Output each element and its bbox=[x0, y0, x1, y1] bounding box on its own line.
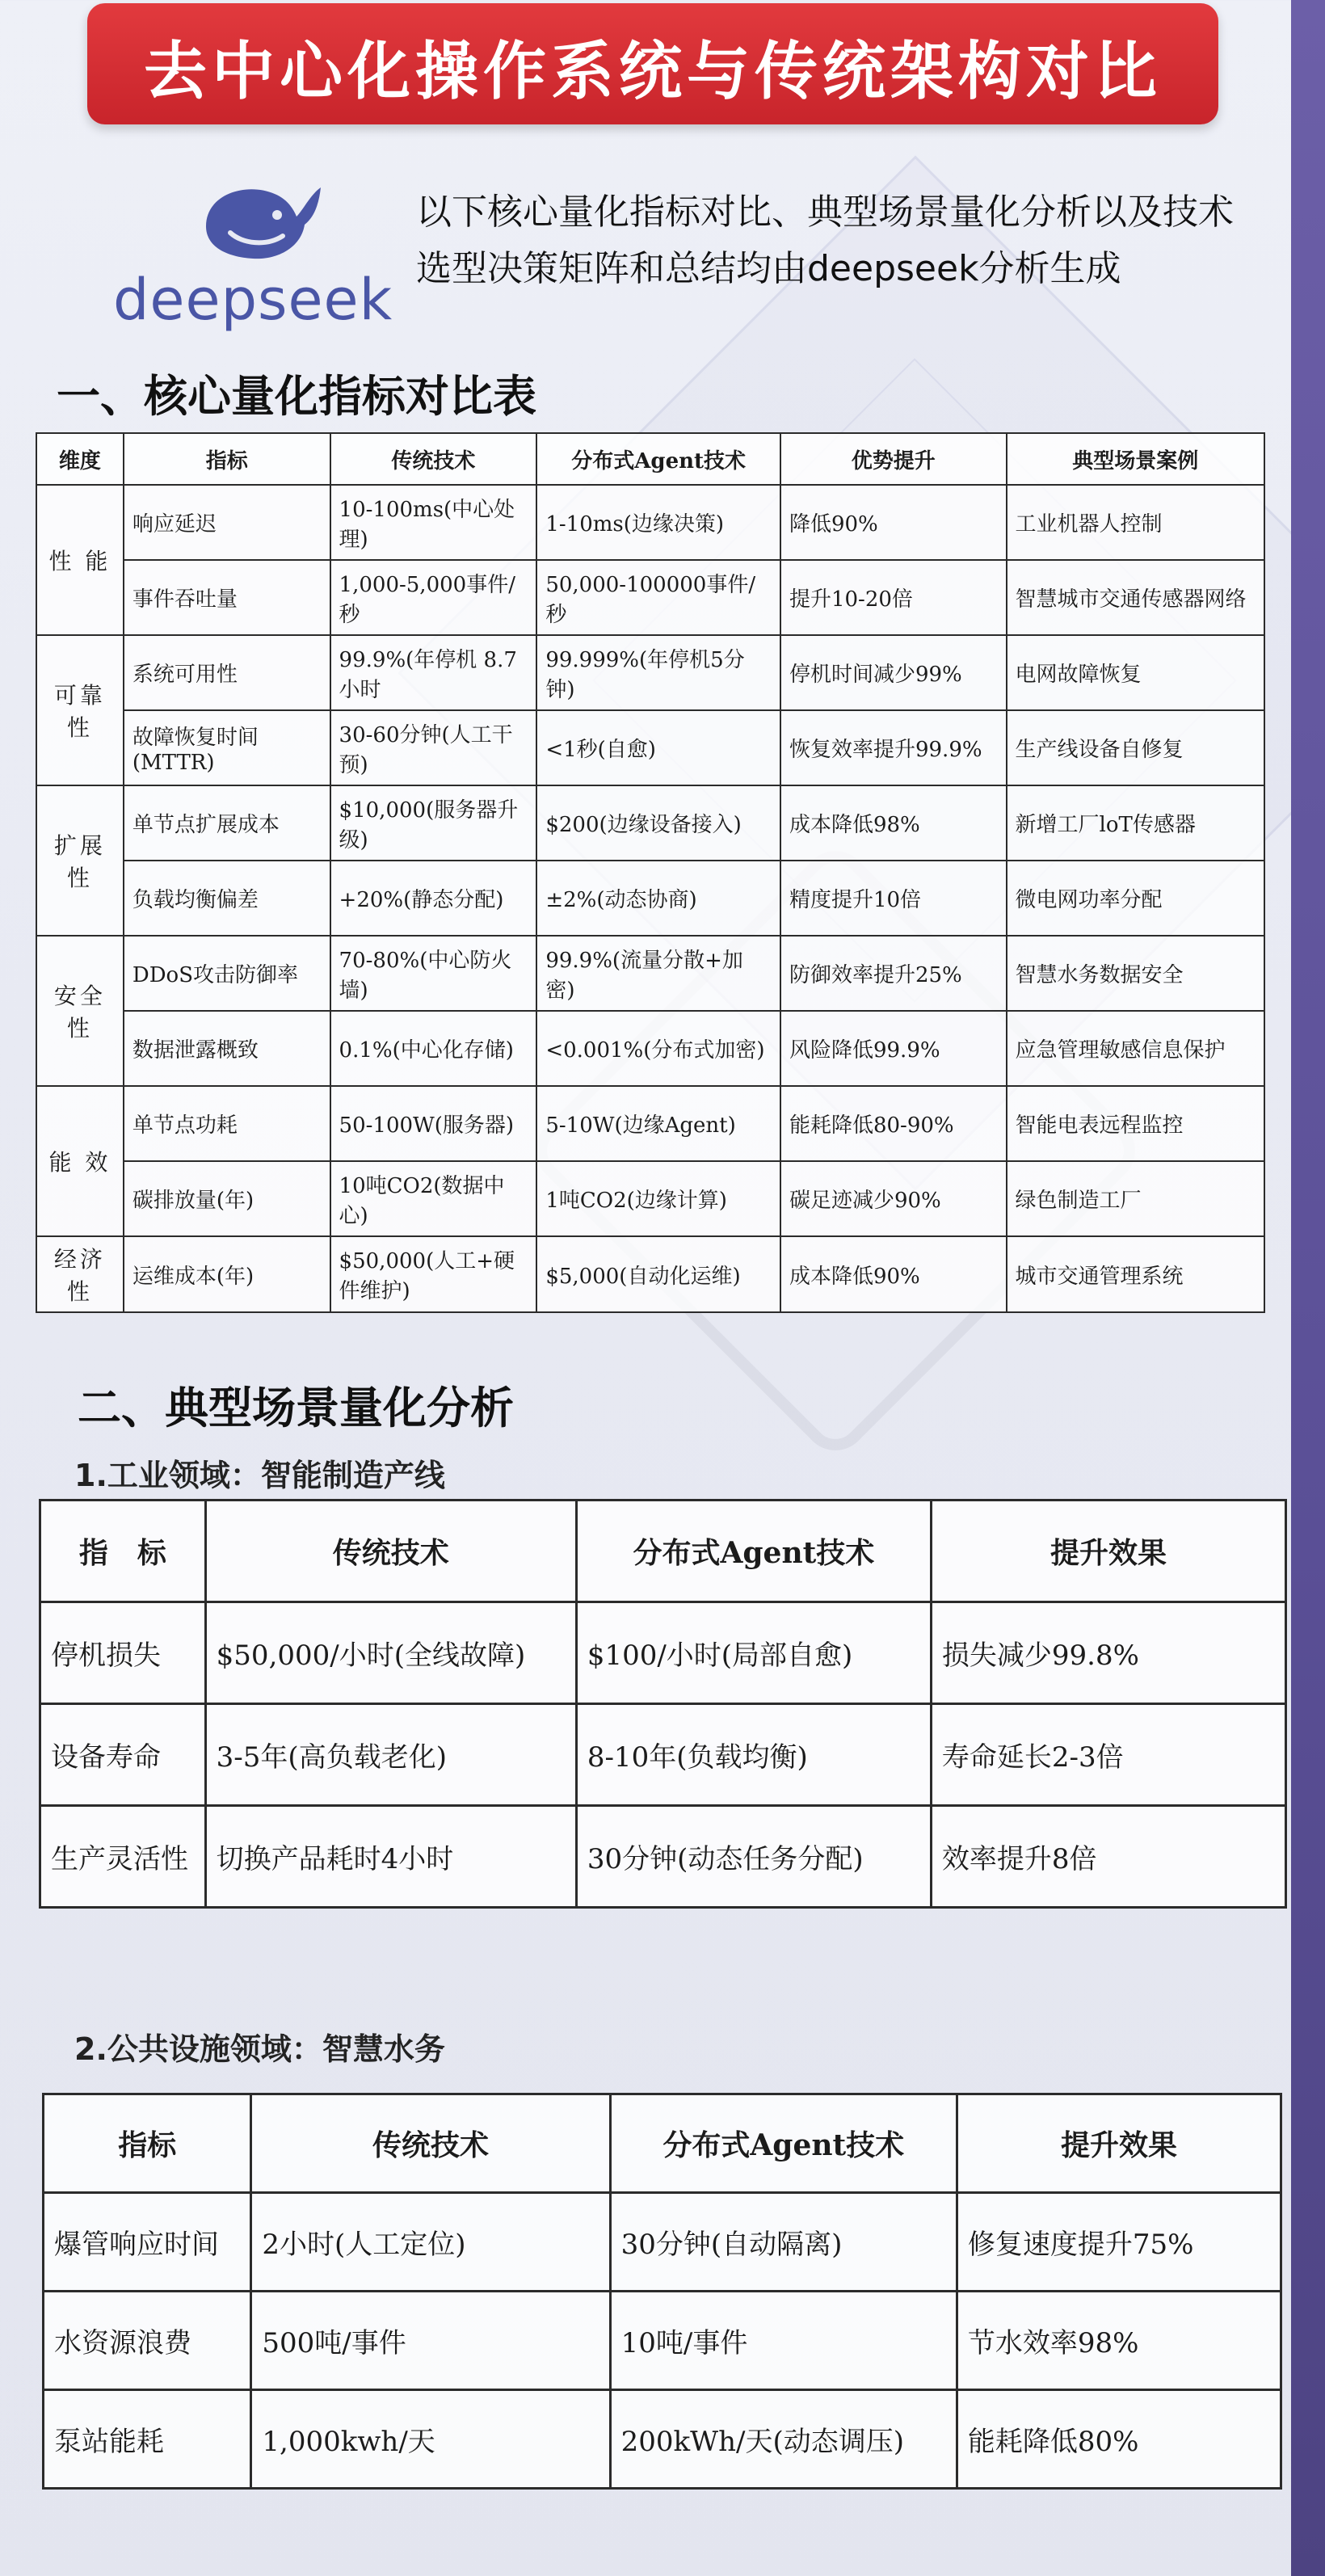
metric-cell: 事件吞吐量 bbox=[124, 560, 330, 635]
metric-cell: 单节点扩展成本 bbox=[124, 785, 330, 861]
improvement-cell: 停机时间减少99% bbox=[780, 635, 1007, 710]
metric-cell: 爆管响应时间 bbox=[44, 2193, 251, 2292]
header-cell: 指 标 bbox=[40, 1501, 206, 1602]
traditional-cell: +20%(静态分配) bbox=[330, 861, 537, 936]
agent-cell: <0.001%(分布式加密) bbox=[536, 1011, 780, 1086]
table-row bbox=[44, 2193, 1281, 2292]
improvement-cell: 能耗降低80-90% bbox=[780, 1086, 1007, 1161]
dimension-cell: 安全性 bbox=[36, 936, 124, 1086]
water-utility-table bbox=[42, 2093, 1282, 2490]
table-row bbox=[44, 2390, 1281, 2489]
table-row bbox=[36, 1161, 1264, 1236]
right-edge-strip bbox=[1291, 0, 1325, 2576]
agent-cell: $100/小时(局部自愈) bbox=[576, 1602, 931, 1704]
improvement-cell: 成本降低98% bbox=[780, 785, 1007, 861]
improvement-cell: 能耗降低80% bbox=[957, 2390, 1281, 2489]
improvement-cell: 精度提升10倍 bbox=[780, 861, 1007, 936]
dimension-cell: 经济性 bbox=[36, 1236, 124, 1312]
metric-cell: 系统可用性 bbox=[124, 635, 330, 710]
metric-cell: 停机损失 bbox=[40, 1602, 206, 1704]
traditional-cell: $50,000/小时(全线故障) bbox=[205, 1602, 576, 1704]
improvement-cell: 风险降低99.9% bbox=[780, 1011, 1007, 1086]
improvement-cell: 恢复效率提升99.9% bbox=[780, 710, 1007, 785]
agent-cell: 99.9%(流量分散+加密) bbox=[536, 936, 780, 1011]
logo-wordmark: deepseek bbox=[113, 267, 393, 333]
core-metrics-table bbox=[36, 432, 1265, 1313]
agent-cell: 50,000-100000事件/秒 bbox=[536, 560, 780, 635]
dimension-cell: 能 效 bbox=[36, 1086, 124, 1236]
manufacturing-table bbox=[39, 1499, 1287, 1909]
agent-cell: 200kWh/天(动态调压) bbox=[610, 2390, 957, 2489]
header-cell: 指标 bbox=[44, 2094, 251, 2193]
metric-cell: 泵站能耗 bbox=[44, 2390, 251, 2489]
agent-cell: ±2%(动态协商) bbox=[536, 861, 780, 936]
section1-title: 一、核心量化指标对比表 bbox=[57, 371, 536, 422]
deepseek-logo bbox=[113, 170, 404, 331]
agent-cell: $5,000(自动化运维) bbox=[536, 1236, 780, 1312]
sub1-title: 1.工业领域：智能制造产线 bbox=[74, 1458, 445, 1493]
traditional-cell: $10,000(服务器升级) bbox=[330, 785, 537, 861]
improvement-cell: 寿命延长2-3倍 bbox=[931, 1704, 1285, 1806]
agent-cell: <1秒(自愈) bbox=[536, 710, 780, 785]
case-cell: 应急管理敏感信息保护 bbox=[1007, 1011, 1264, 1086]
dimension-cell: 可靠性 bbox=[36, 635, 124, 785]
header-cell: 维度 bbox=[36, 433, 124, 485]
metric-cell: 水资源浪费 bbox=[44, 2292, 251, 2390]
agent-cell: 1-10ms(边缘决策) bbox=[536, 485, 780, 560]
case-cell: 微电网功率分配 bbox=[1007, 861, 1264, 936]
case-cell: 智慧城市交通传感器网络 bbox=[1007, 560, 1264, 635]
improvement-cell: 损失减少99.8% bbox=[931, 1602, 1285, 1704]
improvement-cell: 防御效率提升25% bbox=[780, 936, 1007, 1011]
table-header-row bbox=[36, 433, 1264, 485]
case-cell: 城市交通管理系统 bbox=[1007, 1236, 1264, 1312]
header-cell: 传统技术 bbox=[330, 433, 537, 485]
traditional-cell: 切换产品耗时4小时 bbox=[205, 1806, 576, 1908]
case-cell: 新增工厂loT传感器 bbox=[1007, 785, 1264, 861]
metric-cell: DDoS攻击防御率 bbox=[124, 936, 330, 1011]
agent-cell: 99.999%(年停机5分钟) bbox=[536, 635, 780, 710]
traditional-cell: 1,000-5,000事件/秒 bbox=[330, 560, 537, 635]
header-cell: 提升效果 bbox=[957, 2094, 1281, 2193]
whale-icon bbox=[198, 170, 327, 267]
table-row bbox=[36, 785, 1264, 861]
case-cell: 电网故障恢复 bbox=[1007, 635, 1264, 710]
title-banner bbox=[87, 3, 1218, 124]
agent-cell: $200(边缘设备接入) bbox=[536, 785, 780, 861]
header-cell: 传统技术 bbox=[205, 1501, 576, 1602]
improvement-cell: 提升10-20倍 bbox=[780, 560, 1007, 635]
header-cell: 提升效果 bbox=[931, 1501, 1285, 1602]
traditional-cell: 70-80%(中心防火墙) bbox=[330, 936, 537, 1011]
table-row bbox=[36, 936, 1264, 1011]
header-cell: 分布式Agent技术 bbox=[610, 2094, 957, 2193]
improvement-cell: 修复速度提升75% bbox=[957, 2193, 1281, 2292]
improvement-cell: 节水效率98% bbox=[957, 2292, 1281, 2390]
traditional-cell: $50,000(人工+硬件维护) bbox=[330, 1236, 537, 1312]
table-row bbox=[44, 2292, 1281, 2390]
traditional-cell: 500吨/事件 bbox=[251, 2292, 610, 2390]
traditional-cell: 10吨CO2(数据中心) bbox=[330, 1161, 537, 1236]
table-row bbox=[36, 1086, 1264, 1161]
table-row bbox=[36, 560, 1264, 635]
case-cell: 绿色制造工厂 bbox=[1007, 1161, 1264, 1236]
header-cell: 传统技术 bbox=[251, 2094, 610, 2193]
table-row bbox=[36, 710, 1264, 785]
header-cell: 指标 bbox=[124, 433, 330, 485]
case-cell: 生产线设备自修复 bbox=[1007, 710, 1264, 785]
case-cell: 工业机器人控制 bbox=[1007, 485, 1264, 560]
table-row bbox=[40, 1806, 1286, 1908]
improvement-cell: 成本降低90% bbox=[780, 1236, 1007, 1312]
table-row bbox=[36, 485, 1264, 560]
metric-cell: 负载均衡偏差 bbox=[124, 861, 330, 936]
agent-cell: 30分钟(自动隔离) bbox=[610, 2193, 957, 2292]
traditional-cell: 3-5年(高负载老化) bbox=[205, 1704, 576, 1806]
section2-title: 二、典型场景量化分析 bbox=[78, 1383, 514, 1433]
metric-cell: 设备寿命 bbox=[40, 1704, 206, 1806]
traditional-cell: 2小时(人工定位) bbox=[251, 2193, 610, 2292]
metric-cell: 运维成本(年) bbox=[124, 1236, 330, 1312]
metric-cell: 单节点功耗 bbox=[124, 1086, 330, 1161]
improvement-cell: 降低90% bbox=[780, 485, 1007, 560]
header-cell: 优势提升 bbox=[780, 433, 1007, 485]
traditional-cell: 30-60分钟(人工干预) bbox=[330, 710, 537, 785]
sub2-title: 2.公共设施领域：智慧水务 bbox=[74, 2031, 445, 2067]
metric-cell: 生产灵活性 bbox=[40, 1806, 206, 1908]
header-cell: 分布式Agent技术 bbox=[576, 1501, 931, 1602]
metric-cell: 碳排放量(年) bbox=[124, 1161, 330, 1236]
improvement-cell: 效率提升8倍 bbox=[931, 1806, 1285, 1908]
case-cell: 智能电表远程监控 bbox=[1007, 1086, 1264, 1161]
table-row bbox=[40, 1602, 1286, 1704]
table-row bbox=[36, 861, 1264, 936]
agent-cell: 10吨/事件 bbox=[610, 2292, 957, 2390]
table-row bbox=[36, 635, 1264, 710]
metric-cell: 数据泄露概致 bbox=[124, 1011, 330, 1086]
table-header-row bbox=[40, 1501, 1286, 1602]
agent-cell: 30分钟(动态任务分配) bbox=[576, 1806, 931, 1908]
metric-cell: 响应延迟 bbox=[124, 485, 330, 560]
traditional-cell: 0.1%(中心化存储) bbox=[330, 1011, 537, 1086]
case-cell: 智慧水务数据安全 bbox=[1007, 936, 1264, 1011]
header-cell: 典型场景案例 bbox=[1007, 433, 1264, 485]
traditional-cell: 10-100ms(中心处理) bbox=[330, 485, 537, 560]
agent-cell: 8-10年(负载均衡) bbox=[576, 1704, 931, 1806]
traditional-cell: 99.9%(年停机 8.7小时 bbox=[330, 635, 537, 710]
improvement-cell: 碳足迹减少90% bbox=[780, 1161, 1007, 1236]
dimension-cell: 扩展性 bbox=[36, 785, 124, 936]
page-title: 去中心化操作系统与传统架构对比 bbox=[143, 36, 1162, 108]
table-header-row bbox=[44, 2094, 1281, 2193]
traditional-cell: 1,000kwh/天 bbox=[251, 2390, 610, 2489]
table-row bbox=[36, 1236, 1264, 1312]
table-row bbox=[36, 1011, 1264, 1086]
agent-cell: 1吨CO2(边缘计算) bbox=[536, 1161, 780, 1236]
table-row bbox=[40, 1704, 1286, 1806]
traditional-cell: 50-100W(服务器) bbox=[330, 1086, 537, 1161]
dimension-cell: 性 能 bbox=[36, 485, 124, 635]
agent-cell: 5-10W(边缘Agent) bbox=[536, 1086, 780, 1161]
metric-cell: 故障恢复时间(MTTR) bbox=[124, 710, 330, 785]
header-cell: 分布式Agent技术 bbox=[536, 433, 780, 485]
intro-text: 以下核心量化指标对比、典型场景量化分析以及技术选型决策矩阵和总结均由deepseek分析生成 bbox=[416, 192, 1234, 289]
